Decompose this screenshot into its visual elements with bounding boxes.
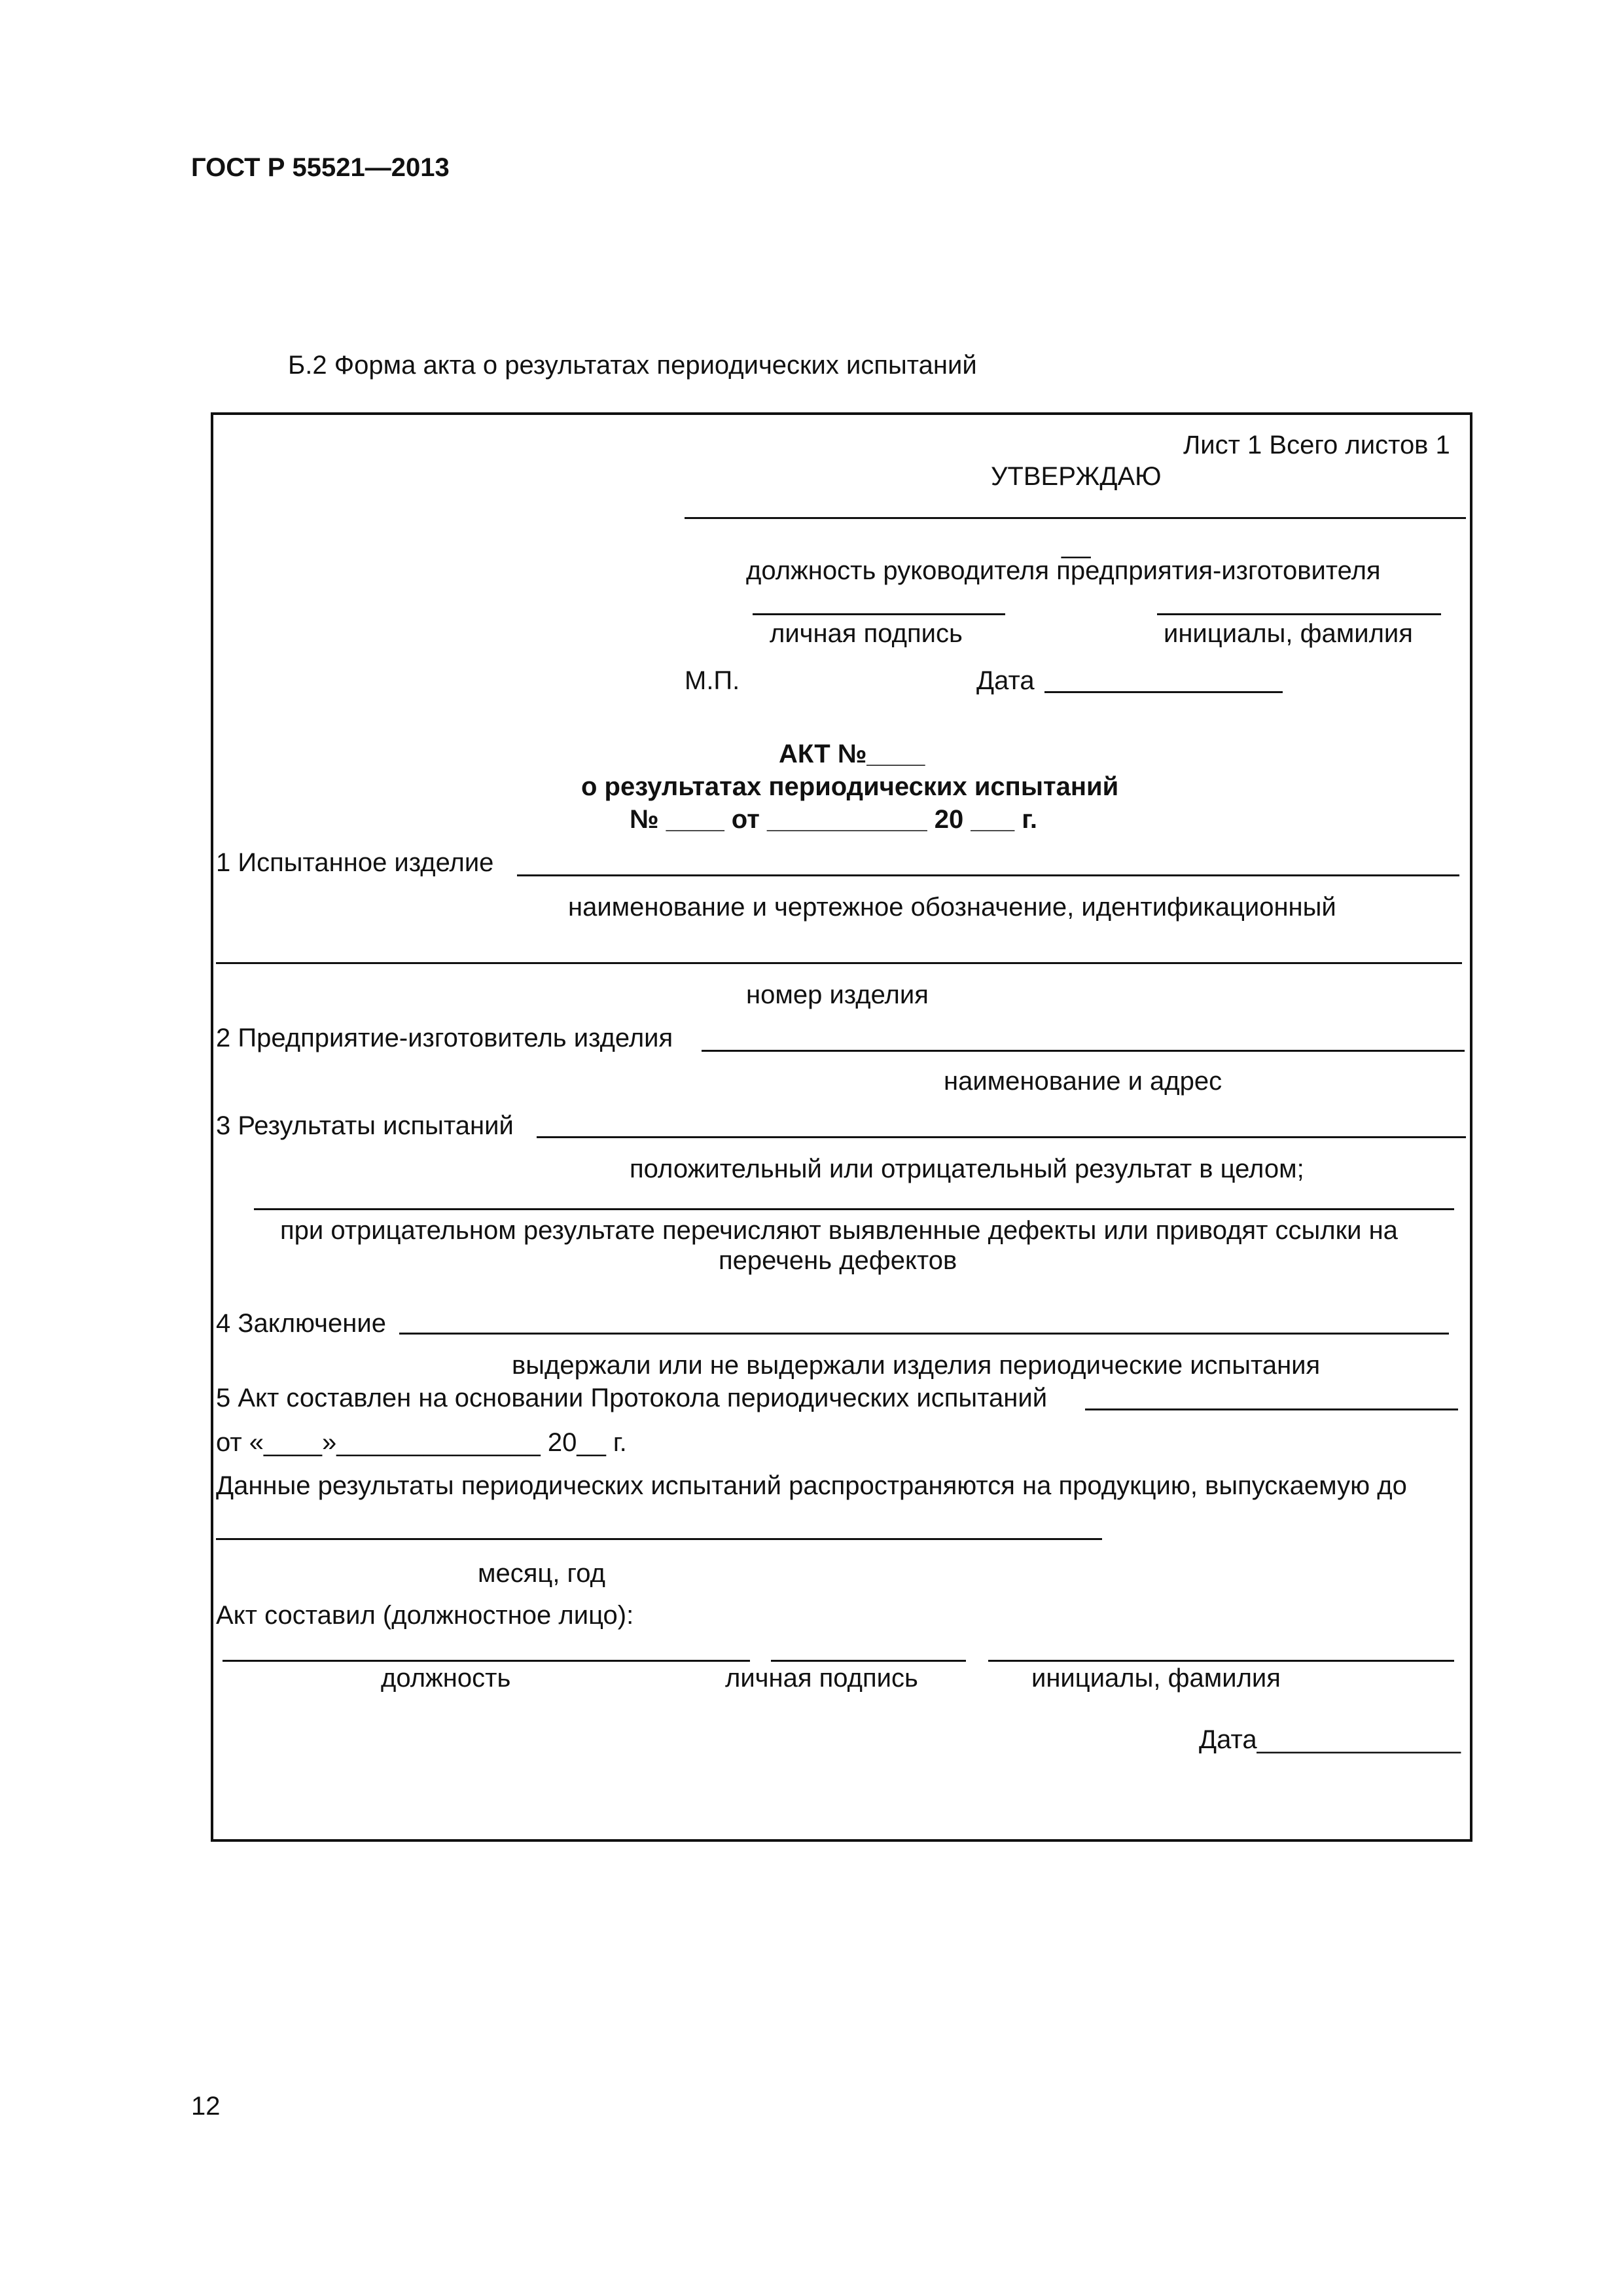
item2-caption: наименование и адрес [944, 1067, 1222, 1096]
head-signature-line [753, 613, 1005, 615]
item3-caption-3: перечень дефектов [719, 1246, 957, 1275]
item5-date: от «____»______________ 20__ г. [216, 1428, 627, 1457]
standard-designation: ГОСТ Р 55521—2013 [191, 153, 450, 182]
item3-line-2 [254, 1208, 1454, 1210]
item3-caption: положительный или отрицательный результат в целом; [630, 1155, 1304, 1183]
head-initials-line [1157, 613, 1441, 615]
item2-label: 2 Предприятие-изготовитель изделия [216, 1024, 673, 1052]
item1-label: 1 Испытанное изделие [216, 848, 494, 877]
item4-line [399, 1333, 1449, 1335]
item5-protocol-line [1085, 1408, 1458, 1410]
item4-label: 4 Заключение [216, 1309, 386, 1338]
approve-date-line [1044, 691, 1283, 693]
head-position-stub: __ [1061, 530, 1091, 559]
head-position-caption: должность руководителя предприятия-изготовителя [746, 556, 1381, 585]
item5-label: 5 Акт составлен на основании Протокола периодических испытаний [216, 1384, 1048, 1412]
item1-caption: наименование и чертежное обозначение, идентификационный [568, 893, 1336, 922]
head-initials-caption: инициалы, фамилия [1164, 619, 1413, 648]
validity-caption: месяц, год [478, 1559, 605, 1588]
item3-caption-2: при отрицательном результате перечисляют выявленные дефекты или приводят ссылки на [280, 1216, 1398, 1245]
sheet-count: Лист 1 Всего листов 1 [1183, 431, 1450, 459]
item2-line [702, 1050, 1465, 1052]
item1-caption-2: номер изделия [746, 980, 929, 1009]
approve-date-label: Дата [976, 666, 1035, 695]
act-subtitle: о результатах периодических испытаний [581, 772, 1119, 801]
item3-label: 3 Результаты испытаний [216, 1111, 514, 1140]
section-title: Б.2 Форма акта о результатах периодических испытаний [288, 351, 977, 380]
author-signature-caption: личная подпись [725, 1664, 918, 1693]
author-initials-caption: инициалы, фамилия [1031, 1664, 1281, 1693]
head-signature-caption: личная подпись [770, 619, 963, 648]
act-number-line: № ____ от ___________ 20 ___ г. [630, 805, 1037, 834]
author-position-line [223, 1660, 750, 1662]
item4-caption: выдержали или не выдержали изделия периодические испытания [512, 1351, 1321, 1380]
author-signature-line [771, 1660, 966, 1662]
head-position-line [685, 517, 1466, 519]
item3-line [537, 1136, 1466, 1138]
validity-line [216, 1538, 1102, 1540]
item1-line-2 [216, 962, 1462, 964]
validity-text: Данные результаты периодических испытаний распространяются на продукцию, выпускаемую до [216, 1471, 1407, 1500]
item1-line [517, 874, 1459, 876]
approve-heading: УТВЕРЖДАЮ [991, 462, 1162, 491]
stamp-label: М.П. [685, 666, 740, 695]
page-number: 12 [191, 2092, 221, 2121]
author-position-caption: должность [381, 1664, 511, 1693]
final-date: Дата______________ [1199, 1725, 1461, 1754]
author-initials-line [988, 1660, 1454, 1662]
act-title: АКТ №____ [779, 740, 925, 768]
author-label: Акт составил (должностное лицо): [216, 1601, 634, 1630]
